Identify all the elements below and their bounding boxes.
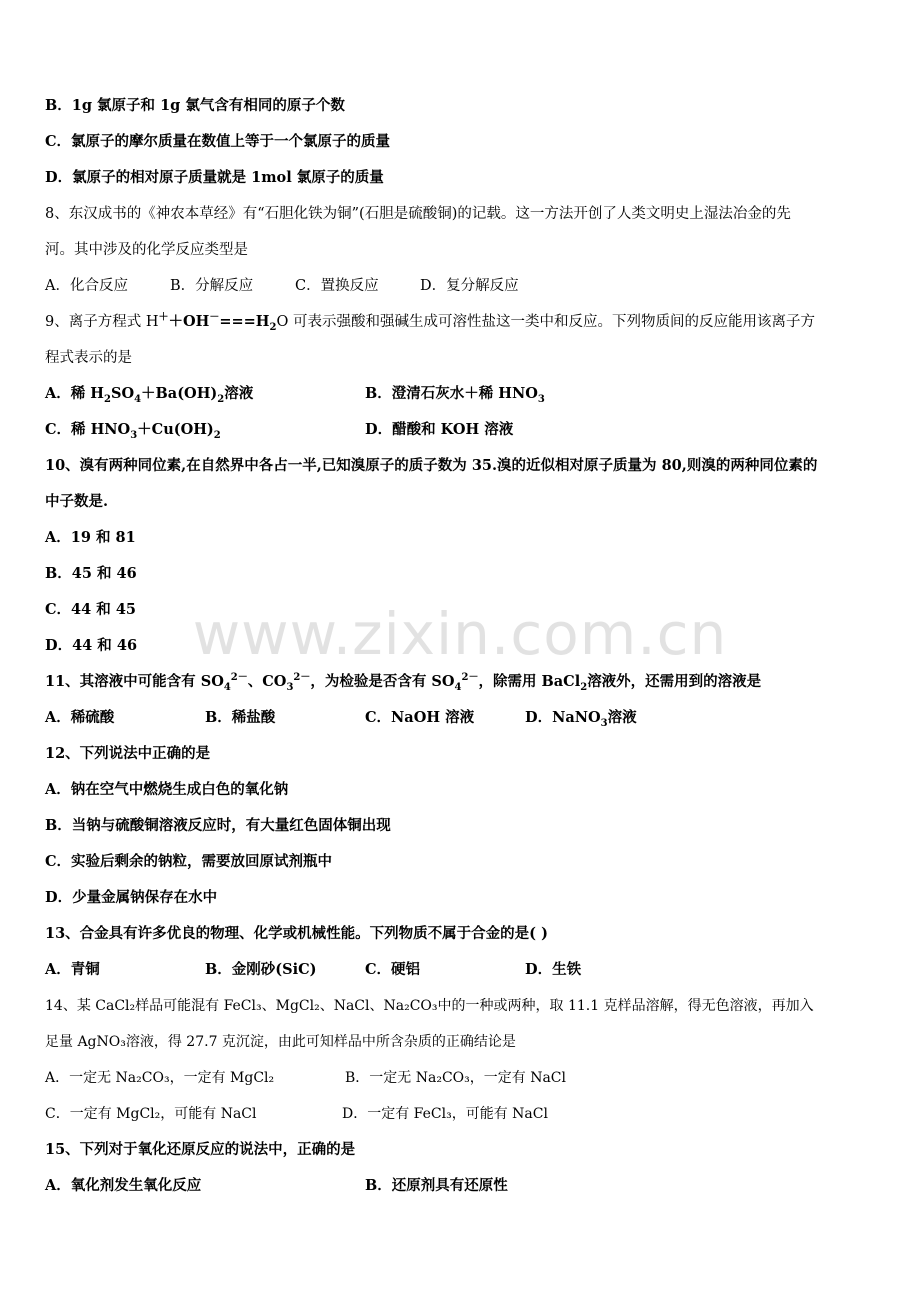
q9-sub: 3 xyxy=(130,429,138,441)
q9-sub: 2 xyxy=(217,393,225,405)
q9-text: A．稀 H xyxy=(45,385,104,402)
q9-text: 溶液 xyxy=(224,385,254,402)
q11-text: D．NaNO xyxy=(525,709,601,726)
q10-stem-line2: 中子数是. xyxy=(45,493,109,510)
q9-text: SO xyxy=(110,385,135,402)
q11-sup: 2－ xyxy=(230,672,248,684)
q7-option-d: D．氯原子的相对原子质量就是 1mol 氯原子的质量 xyxy=(45,169,384,186)
q8-option-d: D．复分解反应 xyxy=(420,278,519,294)
q9-text: ＋Ba(OH) xyxy=(141,385,218,402)
q14-option-d: D．一定有 FeCl₃，可能有 NaCl xyxy=(342,1106,548,1122)
q8-option-a: A．化合反应 xyxy=(45,278,128,294)
q12-option-d: D．少量金属钠保存在水中 xyxy=(45,889,218,906)
q11-text: 、CO xyxy=(247,673,287,690)
q11-sup: 2－ xyxy=(293,672,311,684)
q11-text: 11、其溶液中可能含有 SO xyxy=(45,673,224,690)
q9-text: ＋Cu(OH) xyxy=(137,421,214,438)
q10-option-a: A．19 和 81 xyxy=(45,529,136,546)
q15-option-a: A．氧化剂发生氧化反应 xyxy=(45,1177,202,1194)
q9-text: C．稀 HNO xyxy=(45,421,131,438)
q10-option-b: B．45 和 46 xyxy=(45,565,137,582)
watermark: www.zixin.com.cn xyxy=(192,600,728,668)
q11-sup: 2－ xyxy=(461,672,479,684)
q13-option-b: B．金刚砂(SiC) xyxy=(205,961,317,978)
q9-sub: 2 xyxy=(104,393,111,405)
q11-sub: 2 xyxy=(580,681,588,693)
q9-option-d: D．醋酸和 KOH 溶液 xyxy=(365,421,514,438)
q9-text: 9、离子方程式 H xyxy=(45,314,159,330)
q11-text: ，除需用 BaCl xyxy=(478,673,581,690)
q9-sup: － xyxy=(209,312,220,324)
q14-option-b: B．一定无 Na₂CO₃，一定有 NaCl xyxy=(345,1070,566,1086)
q12-stem: 12、下列说法中正确的是 xyxy=(45,745,211,762)
q11-sub: 4 xyxy=(223,681,231,693)
q9-stem-line2: 程式表示的是 xyxy=(45,350,132,366)
q7-option-b: B．1g 氯原子和 1g 氯气含有相同的原子个数 xyxy=(45,97,345,114)
q11-text: 溶液 xyxy=(607,709,637,726)
q9-text: O 可表示强酸和强碱生成可溶性盐这一类中和反应。下列物质间的反应能用该离子方 xyxy=(276,314,815,330)
q8-option-b: B．分解反应 xyxy=(170,278,254,294)
q11-option-a: A．稀硫酸 xyxy=(45,709,115,726)
q10-option-d: D．44 和 46 xyxy=(45,637,138,654)
q10-option-c: C．44 和 45 xyxy=(45,601,136,618)
q11-text: 溶液外，还需用到的溶液是 xyxy=(587,673,762,690)
q11-sub: 3 xyxy=(286,681,294,693)
q13-stem: 13、合金具有许多优良的物理、化学或机械性能。下列物质不属于合金的是( ) xyxy=(45,925,548,942)
q8-stem-line1: 8、东汉成书的《神农本草经》有“石胆化铁为铜”(石胆是硫酸铜)的记载。这一方法开创了人类文明史上湿法冶金的先 xyxy=(45,206,791,222)
q13-option-a: A．青铜 xyxy=(45,961,100,978)
q13-option-d: D．生铁 xyxy=(525,961,582,978)
q11-stem xyxy=(45,672,761,692)
q12-option-a: A．钠在空气中燃烧生成白色的氧化钠 xyxy=(45,781,289,798)
q14-stem-line1: 14、某 CaCl₂样品可能混有 FeCl₃、MgCl₂、NaCl、Na₂CO₃中的一种或两种，取 11.1 克样品溶解，得无色溶液，再加入 xyxy=(45,998,814,1014)
q9-stem-line1 xyxy=(45,312,815,332)
q7-option-c: C．氯原子的摩尔质量在数值上等于一个氯原子的质量 xyxy=(45,133,391,150)
q9-text: ===H xyxy=(219,313,270,330)
q9-sub: 4 xyxy=(134,393,142,405)
q11-sub: 3 xyxy=(600,717,608,729)
q14-option-a: A．一定无 Na₂CO₃，一定有 MgCl₂ xyxy=(45,1070,275,1086)
q9-option-b xyxy=(365,384,545,404)
q12-option-c: C．实验后剩余的钠粒，需要放回原试剂瓶中 xyxy=(45,853,333,870)
q15-option-b: B．还原剂具有还原性 xyxy=(365,1177,508,1194)
q10-stem-line1: 10、溴有两种同位素,在自然界中各占一半,已知溴原子的质子数为 35.溴的近似相对原子质量为 80,则溴的两种同位素的 xyxy=(45,457,818,474)
q9-text: B．澄清石灰水＋稀 HNO xyxy=(365,385,538,402)
q9-option-a xyxy=(45,384,253,404)
q15-stem: 15、下列对于氧化还原反应的说法中，正确的是 xyxy=(45,1141,356,1158)
q13-option-c: C．硬铝 xyxy=(365,961,421,978)
q11-option-b: B．稀盐酸 xyxy=(205,709,276,726)
q8-stem-line2: 河。其中涉及的化学反应类型是 xyxy=(45,242,248,258)
q9-sub: 2 xyxy=(269,321,277,333)
q9-sub: 2 xyxy=(213,429,221,441)
q14-stem-line2: 足量 AgNO₃溶液，得 27.7 克沉淀，由此可知样品中所含杂质的正确结论是 xyxy=(45,1034,516,1050)
q8-option-c: C．置换反应 xyxy=(295,278,379,294)
q11-option-c: C．NaOH 溶液 xyxy=(365,709,475,726)
q11-option-d xyxy=(525,708,637,728)
q9-text: ＋OH xyxy=(168,313,210,330)
q9-sup: ＋ xyxy=(158,312,169,324)
q12-option-b: B．当钠与硫酸铜溶液反应时，有大量红色固体铜出现 xyxy=(45,817,391,834)
q9-option-c xyxy=(45,420,221,440)
q9-sub: 3 xyxy=(537,393,545,405)
q11-sub: 4 xyxy=(454,681,462,693)
q14-option-c: C．一定有 MgCl₂，可能有 NaCl xyxy=(45,1106,257,1122)
q11-text: ，为检验是否含有 SO xyxy=(310,673,455,690)
